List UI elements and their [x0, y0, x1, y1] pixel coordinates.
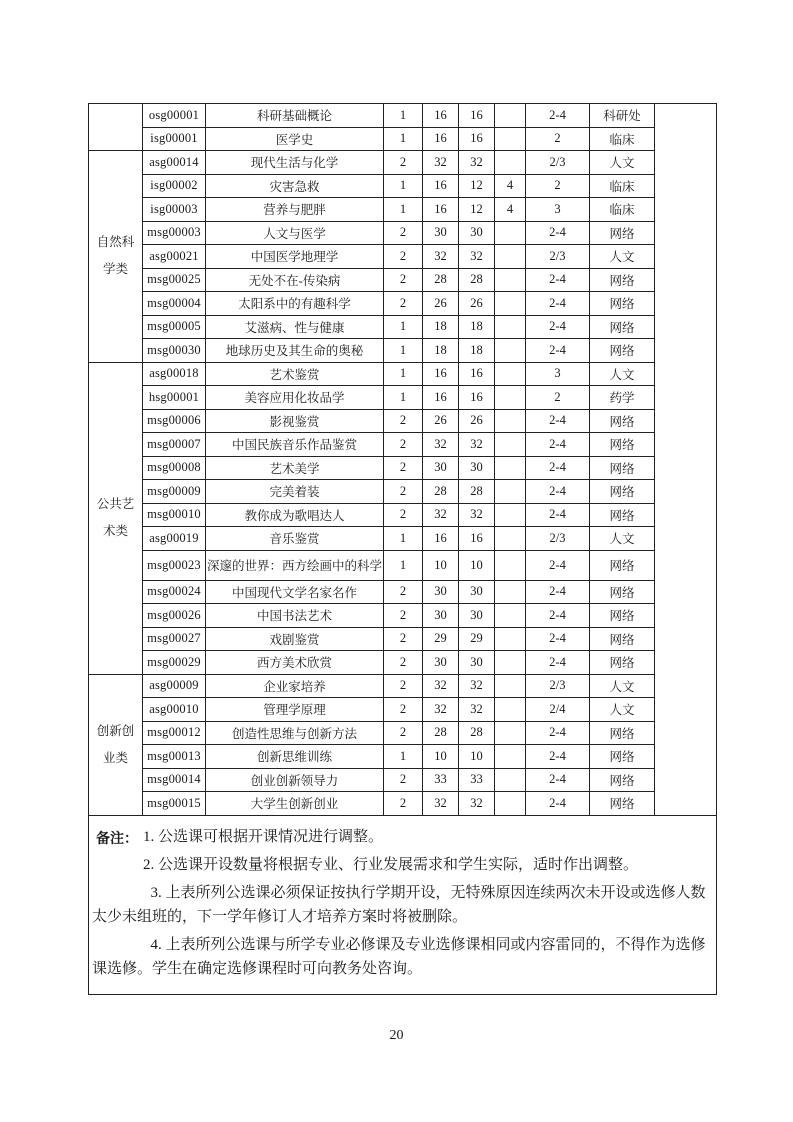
hours-a-cell: 18: [459, 339, 495, 363]
course-code-cell: osg00001: [143, 104, 206, 128]
course-table: [88, 103, 717, 995]
hours-b-cell: [495, 745, 526, 769]
department-cell: 网络: [590, 721, 655, 745]
credit-cell: 1: [384, 104, 423, 128]
hours-b-cell: [495, 550, 526, 580]
hours-total-cell: 29: [423, 627, 459, 651]
hours-a-cell: 32: [459, 433, 495, 457]
hours-a-cell: 16: [459, 104, 495, 128]
hours-a-cell: 26: [459, 409, 495, 433]
hours-total-cell: 33: [423, 768, 459, 792]
semester-cell: 2-4: [526, 503, 590, 527]
hours-total-cell: 32: [423, 503, 459, 527]
hours-b-cell: [495, 698, 526, 722]
course-code-cell: msg00023: [143, 550, 206, 580]
department-cell: 人文: [590, 698, 655, 722]
hours-a-cell: 12: [459, 198, 495, 222]
table-row: [89, 104, 717, 128]
department-cell: 网络: [590, 292, 655, 316]
table-row: [89, 339, 717, 363]
hours-total-cell: 16: [423, 527, 459, 551]
credit-cell: 2: [384, 604, 423, 628]
table-row: [89, 315, 717, 339]
credit-cell: 1: [384, 127, 423, 151]
hours-a-cell: 26: [459, 292, 495, 316]
hours-total-cell: 28: [423, 721, 459, 745]
semester-cell: 2-4: [526, 627, 590, 651]
hours-a-cell: 16: [459, 127, 495, 151]
course-table-body: [89, 104, 717, 816]
course-name-cell: 灾害急救: [206, 174, 384, 198]
credit-cell: 2: [384, 768, 423, 792]
table-row: [89, 550, 717, 580]
hours-total-cell: 28: [423, 480, 459, 504]
hours-total-cell: 26: [423, 409, 459, 433]
hours-a-cell: 10: [459, 550, 495, 580]
course-name-cell: 营养与肥胖: [206, 198, 384, 222]
course-code-cell: isg00003: [143, 198, 206, 222]
table-row: [89, 604, 717, 628]
semester-cell: 2-4: [526, 550, 590, 580]
hours-b-cell: [495, 480, 526, 504]
table-row: [89, 721, 717, 745]
course-name-cell: 美容应用化妆品学: [206, 386, 384, 410]
hours-a-cell: 32: [459, 674, 495, 698]
credit-cell: 2: [384, 221, 423, 245]
semester-cell: 2-4: [526, 604, 590, 628]
hours-b-cell: [495, 674, 526, 698]
semester-cell: 2: [526, 386, 590, 410]
course-name-cell: 戏剧鉴赏: [206, 627, 384, 651]
department-cell: 网络: [590, 792, 655, 816]
course-code-cell: msg00015: [143, 792, 206, 816]
category-line: 学类: [102, 262, 128, 277]
credit-cell: 2: [384, 480, 423, 504]
semester-cell: 2/3: [526, 245, 590, 269]
hours-total-cell: 18: [423, 315, 459, 339]
hours-a-cell: 32: [459, 245, 495, 269]
semester-cell: 2-4: [526, 580, 590, 604]
course-code-cell: asg00010: [143, 698, 206, 722]
hours-b-cell: [495, 627, 526, 651]
hours-a-cell: 16: [459, 386, 495, 410]
department-cell: 网络: [590, 745, 655, 769]
credit-cell: 2: [384, 456, 423, 480]
notes-paragraphs: [89, 816, 716, 981]
credit-cell: 2: [384, 245, 423, 269]
hours-total-cell: 32: [423, 698, 459, 722]
department-cell: 网络: [590, 433, 655, 457]
hours-b-cell: [495, 104, 526, 128]
notes-label: 备注：: [96, 831, 138, 847]
table-row: [89, 221, 717, 245]
hours-total-cell: 30: [423, 604, 459, 628]
course-code-cell: msg00010: [143, 503, 206, 527]
hours-total-cell: 28: [423, 268, 459, 292]
course-code-cell: msg00024: [143, 580, 206, 604]
credit-cell: 2: [384, 292, 423, 316]
note-item: 3. 上表所列公选课必须保证按执行学期开设，无特殊原因连续两次未开设或选修人数太少未组班的，下一学年修订人才培养方案时将被删除。: [92, 884, 706, 925]
semester-cell: 2-4: [526, 480, 590, 504]
department-cell: 临床: [590, 174, 655, 198]
hours-total-cell: 16: [423, 198, 459, 222]
hours-total-cell: 30: [423, 580, 459, 604]
course-name-cell: 中国书法艺术: [206, 604, 384, 628]
hours-a-cell: 30: [459, 456, 495, 480]
credit-cell: 1: [384, 174, 423, 198]
credit-cell: 2: [384, 503, 423, 527]
semester-cell: 2/3: [526, 527, 590, 551]
credit-cell: 2: [384, 721, 423, 745]
hours-b-cell: [495, 604, 526, 628]
semester-cell: 2-4: [526, 221, 590, 245]
credit-cell: 1: [384, 550, 423, 580]
table-row: [89, 674, 717, 698]
course-name-cell: 人文与医学: [206, 221, 384, 245]
course-name-cell: 现代生活与化学: [206, 151, 384, 175]
hours-total-cell: 16: [423, 127, 459, 151]
category-cell: [89, 104, 143, 151]
table-row: [89, 151, 717, 175]
hours-b-cell: [495, 221, 526, 245]
course-code-cell: asg00019: [143, 527, 206, 551]
note-item: 4. 上表所列公选课与所学专业必修课及专业选修课相同或内容雷同的，不得作为选修课选修。学生在确定选修课程时可向教务处咨询。: [92, 936, 706, 977]
course-code-cell: msg00025: [143, 268, 206, 292]
course-code-cell: msg00012: [143, 721, 206, 745]
course-name-cell: 太阳系中的有趣科学: [206, 292, 384, 316]
course-name-cell: 艾滋病、性与健康: [206, 315, 384, 339]
course-code-cell: msg00014: [143, 768, 206, 792]
semester-cell: 2-4: [526, 292, 590, 316]
empty-column-cell: [655, 104, 717, 816]
hours-total-cell: 32: [423, 433, 459, 457]
hours-b-cell: [495, 792, 526, 816]
department-cell: 网络: [590, 550, 655, 580]
hours-total-cell: 16: [423, 362, 459, 386]
course-name-cell: 医学史: [206, 127, 384, 151]
credit-cell: 1: [384, 527, 423, 551]
table-row: [89, 245, 717, 269]
note-item: 2. 公选课开设数量将根据专业、行业发展需求和学生实际，适时作出调整。: [143, 856, 639, 873]
department-cell: 网络: [590, 503, 655, 527]
semester-cell: 2-4: [526, 792, 590, 816]
category-line: 公共艺: [96, 497, 135, 511]
table-row: [89, 580, 717, 604]
table-row: [89, 651, 717, 675]
department-cell: 人文: [590, 527, 655, 551]
hours-a-cell: 32: [459, 503, 495, 527]
table-row: [89, 456, 717, 480]
table-row: [89, 480, 717, 504]
hours-a-cell: 10: [459, 745, 495, 769]
semester-cell: 2-4: [526, 768, 590, 792]
semester-cell: 2-4: [526, 409, 590, 433]
hours-b-cell: [495, 268, 526, 292]
course-code-cell: msg00009: [143, 480, 206, 504]
department-cell: 临床: [590, 127, 655, 151]
table-row: [89, 768, 717, 792]
hours-a-cell: 33: [459, 768, 495, 792]
course-code-cell: isg00002: [143, 174, 206, 198]
category-cell: [89, 362, 143, 674]
course-name-cell: 中国民族音乐作品鉴赏: [206, 433, 384, 457]
hours-a-cell: 30: [459, 221, 495, 245]
notes-row: [89, 815, 717, 994]
hours-b-cell: [495, 409, 526, 433]
table-row: [89, 409, 717, 433]
hours-total-cell: 32: [423, 674, 459, 698]
semester-cell: 2-4: [526, 721, 590, 745]
course-code-cell: msg00003: [143, 221, 206, 245]
hours-total-cell: 10: [423, 745, 459, 769]
semester-cell: 2-4: [526, 745, 590, 769]
department-cell: 网络: [590, 221, 655, 245]
course-code-cell: msg00013: [143, 745, 206, 769]
hours-b-cell: [495, 651, 526, 675]
table-row: [89, 174, 717, 198]
course-name-cell: 艺术鉴赏: [206, 362, 384, 386]
department-cell: 人文: [590, 151, 655, 175]
course-name-cell: 地球历史及其生命的奥秘: [206, 339, 384, 363]
department-cell: 网络: [590, 409, 655, 433]
notes-cell: [89, 815, 717, 994]
credit-cell: 2: [384, 268, 423, 292]
hours-total-cell: 32: [423, 151, 459, 175]
hours-a-cell: 32: [459, 151, 495, 175]
credit-cell: 1: [384, 745, 423, 769]
course-code-cell: msg00008: [143, 456, 206, 480]
semester-cell: 2/3: [526, 151, 590, 175]
hours-a-cell: 16: [459, 527, 495, 551]
hours-total-cell: 30: [423, 221, 459, 245]
hours-b-cell: [495, 456, 526, 480]
table-row: [89, 292, 717, 316]
course-name-cell: 音乐鉴赏: [206, 527, 384, 551]
course-name-cell: 大学生创新创业: [206, 792, 384, 816]
hours-total-cell: 30: [423, 651, 459, 675]
department-cell: 网络: [590, 768, 655, 792]
table-row: [89, 268, 717, 292]
category-line: 业类: [102, 750, 128, 765]
credit-cell: 2: [384, 433, 423, 457]
course-code-cell: isg00001: [143, 127, 206, 151]
department-cell: 临床: [590, 198, 655, 222]
course-code-cell: msg00029: [143, 651, 206, 675]
hours-b-cell: [495, 433, 526, 457]
department-cell: 网络: [590, 339, 655, 363]
semester-cell: 3: [526, 362, 590, 386]
hours-a-cell: 28: [459, 480, 495, 504]
course-code-cell: asg00021: [143, 245, 206, 269]
table-row: [89, 362, 717, 386]
semester-cell: 2-4: [526, 339, 590, 363]
table-row: [89, 698, 717, 722]
hours-a-cell: 30: [459, 580, 495, 604]
credit-cell: 1: [384, 315, 423, 339]
credit-cell: 2: [384, 698, 423, 722]
department-cell: 网络: [590, 456, 655, 480]
credit-cell: 2: [384, 627, 423, 651]
hours-b-cell: 4: [495, 198, 526, 222]
hours-b-cell: 4: [495, 174, 526, 198]
hours-total-cell: 32: [423, 792, 459, 816]
note-item: 1. 公选课可根据开课情况进行调整。: [143, 828, 384, 845]
department-cell: 网络: [590, 627, 655, 651]
hours-b-cell: [495, 386, 526, 410]
hours-a-cell: 18: [459, 315, 495, 339]
credit-cell: 2: [384, 151, 423, 175]
hours-a-cell: 28: [459, 268, 495, 292]
page-number: 20: [389, 1028, 404, 1043]
hours-b-cell: [495, 292, 526, 316]
hours-total-cell: 18: [423, 339, 459, 363]
semester-cell: 2-4: [526, 104, 590, 128]
hours-b-cell: [495, 768, 526, 792]
credit-cell: 2: [384, 674, 423, 698]
hours-total-cell: 16: [423, 174, 459, 198]
course-code-cell: asg00009: [143, 674, 206, 698]
course-name-cell: 西方美术欣赏: [206, 651, 384, 675]
hours-a-cell: 32: [459, 792, 495, 816]
semester-cell: 3: [526, 198, 590, 222]
hours-b-cell: [495, 127, 526, 151]
semester-cell: 2-4: [526, 433, 590, 457]
category-cell: [89, 674, 143, 815]
table-row: [89, 386, 717, 410]
course-name-cell: 影视鉴赏: [206, 409, 384, 433]
department-cell: 网络: [590, 268, 655, 292]
course-code-cell: msg00005: [143, 315, 206, 339]
hours-a-cell: 32: [459, 698, 495, 722]
course-code-cell: asg00014: [143, 151, 206, 175]
course-name-cell: 艺术美学: [206, 456, 384, 480]
hours-a-cell: 16: [459, 362, 495, 386]
hours-total-cell: 10: [423, 550, 459, 580]
hours-total-cell: 16: [423, 386, 459, 410]
course-code-cell: hsg00001: [143, 386, 206, 410]
credit-cell: 1: [384, 386, 423, 410]
course-code-cell: msg00027: [143, 627, 206, 651]
department-cell: 科研处: [590, 104, 655, 128]
hours-total-cell: 32: [423, 245, 459, 269]
credit-cell: 1: [384, 339, 423, 363]
hours-a-cell: 28: [459, 721, 495, 745]
table-row: [89, 433, 717, 457]
course-name-cell: 教你成为歌唱达人: [206, 503, 384, 527]
course-name-cell: 中国医学地理学: [206, 245, 384, 269]
table-row: [89, 792, 717, 816]
course-code-cell: msg00006: [143, 409, 206, 433]
hours-b-cell: [495, 527, 526, 551]
hours-total-cell: 16: [423, 104, 459, 128]
department-cell: 网络: [590, 480, 655, 504]
course-table-container: [88, 103, 717, 995]
hours-total-cell: 26: [423, 292, 459, 316]
category-line: 术类: [102, 524, 128, 538]
hours-a-cell: 12: [459, 174, 495, 198]
course-code-cell: msg00030: [143, 339, 206, 363]
department-cell: 人文: [590, 245, 655, 269]
department-cell: 网络: [590, 604, 655, 628]
credit-cell: 2: [384, 580, 423, 604]
course-name-cell: 无处不在-传染病: [206, 268, 384, 292]
course-name-cell: 管理学原理: [206, 698, 384, 722]
credit-cell: 1: [384, 362, 423, 386]
semester-cell: 2: [526, 174, 590, 198]
course-code-cell: asg00018: [143, 362, 206, 386]
semester-cell: 2/3: [526, 674, 590, 698]
table-row: [89, 503, 717, 527]
credit-cell: 2: [384, 792, 423, 816]
department-cell: 网络: [590, 315, 655, 339]
semester-cell: 2-4: [526, 268, 590, 292]
semester-cell: 2/4: [526, 698, 590, 722]
course-name-cell: 中国现代文学名家名作: [206, 580, 384, 604]
semester-cell: 2: [526, 127, 590, 151]
course-name-cell: 创新思维训练: [206, 745, 384, 769]
category-line: 创新创: [96, 723, 135, 738]
department-cell: 药学: [590, 386, 655, 410]
course-code-cell: msg00026: [143, 604, 206, 628]
department-cell: 人文: [590, 674, 655, 698]
department-cell: 网络: [590, 580, 655, 604]
course-code-cell: msg00007: [143, 433, 206, 457]
semester-cell: 2-4: [526, 456, 590, 480]
hours-total-cell: 30: [423, 456, 459, 480]
hours-a-cell: 30: [459, 651, 495, 675]
hours-b-cell: [495, 721, 526, 745]
category-cell: [89, 151, 143, 363]
table-row: [89, 745, 717, 769]
table-row: [89, 527, 717, 551]
hours-b-cell: [495, 315, 526, 339]
course-name-cell: 企业家培养: [206, 674, 384, 698]
hours-b-cell: [495, 245, 526, 269]
table-row: [89, 198, 717, 222]
semester-cell: 2-4: [526, 315, 590, 339]
hours-b-cell: [495, 580, 526, 604]
semester-cell: 2-4: [526, 651, 590, 675]
credit-cell: 1: [384, 198, 423, 222]
course-name-cell: 科研基础概论: [206, 104, 384, 128]
credit-cell: 2: [384, 651, 423, 675]
hours-a-cell: 29: [459, 627, 495, 651]
department-cell: 人文: [590, 362, 655, 386]
credit-cell: 2: [384, 409, 423, 433]
course-name-cell: 深邃的世界：西方绘画中的科学: [206, 550, 384, 580]
course-code-cell: msg00004: [143, 292, 206, 316]
category-line: 自然科: [96, 235, 135, 250]
hours-b-cell: [495, 362, 526, 386]
table-row: [89, 627, 717, 651]
hours-b-cell: [495, 503, 526, 527]
course-name-cell: 创业创新领导力: [206, 768, 384, 792]
course-name-cell: 创造性思维与创新方法: [206, 721, 384, 745]
hours-b-cell: [495, 339, 526, 363]
hours-b-cell: [495, 151, 526, 175]
hours-a-cell: 30: [459, 604, 495, 628]
course-name-cell: 完美着装: [206, 480, 384, 504]
table-row: [89, 127, 717, 151]
department-cell: 网络: [590, 651, 655, 675]
